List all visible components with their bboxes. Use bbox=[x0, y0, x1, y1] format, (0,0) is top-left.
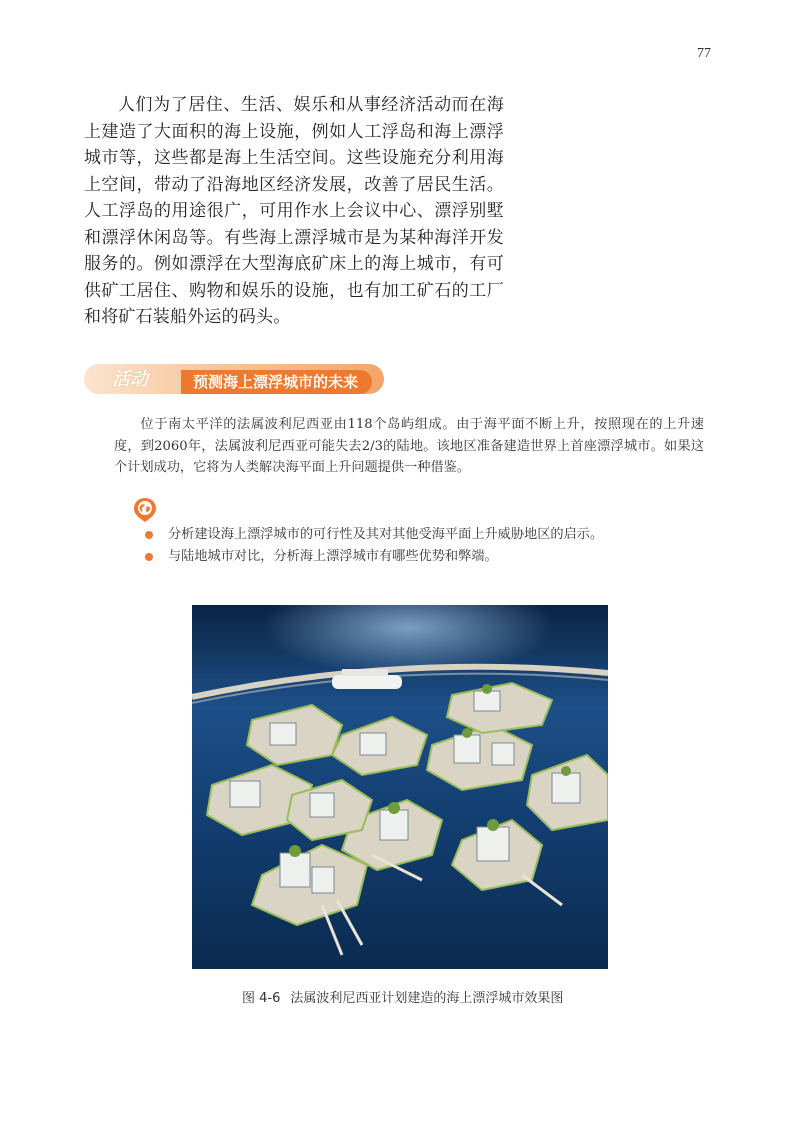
page-number: 77 bbox=[697, 46, 711, 61]
floating-city-illustration bbox=[192, 605, 608, 969]
task-item: 分析建设海上漂浮城市的可行性及其对其他受海平面上升威胁地区的启示。 bbox=[145, 524, 603, 546]
globe-location-icon bbox=[132, 497, 158, 523]
body-paragraph: 人们为了居住、生活、娱乐和从事经济活动而在海上建造了大面积的海上设施，例如人工浮岛和海上漂浮城市等，这些都是海上生活空间。这些设施充分利用海上空间，带动了沿海地区经济发展，改善了居民生活。人工浮岛的用途很广，可用作水上会议中心、漂浮别墅和漂浮休闲岛等。有些海上漂浮城市是为某种海洋开发服务的。例如漂浮在大型海底矿床上的海上城市，有可供矿工居住、购物和娱乐的设施，也有加工矿石的工厂和将矿石装船外运的码头。 bbox=[84, 95, 504, 327]
activity-header bbox=[84, 364, 394, 398]
figure-caption-text: 法属波利尼西亚计划建造的海上漂浮城市效果图 bbox=[290, 991, 564, 1006]
figure-number: 图 4-6 bbox=[242, 991, 281, 1006]
figure-caption bbox=[242, 987, 563, 1006]
task-item: 与陆地城市对比，分析海上漂浮城市有哪些优势和弊端。 bbox=[145, 546, 603, 568]
activity-intro: 位于南太平洋的法属波利尼西亚由118个岛屿组成。由于海平面不断上升，按照现在的上升速度，到2060年，法属波利尼西亚可能失去2/3的陆地。该地区准备建造世界上首座漂浮城市。如果这个计划成功，它将为人类解决海平面上升问题提供一种借鉴。 bbox=[114, 417, 704, 475]
activity-task-list bbox=[145, 524, 603, 568]
floating-city-image bbox=[192, 605, 608, 969]
activity-title: 预测海上漂浮城市的未来 bbox=[181, 370, 372, 394]
activity-tag: 活动 bbox=[112, 369, 148, 390]
